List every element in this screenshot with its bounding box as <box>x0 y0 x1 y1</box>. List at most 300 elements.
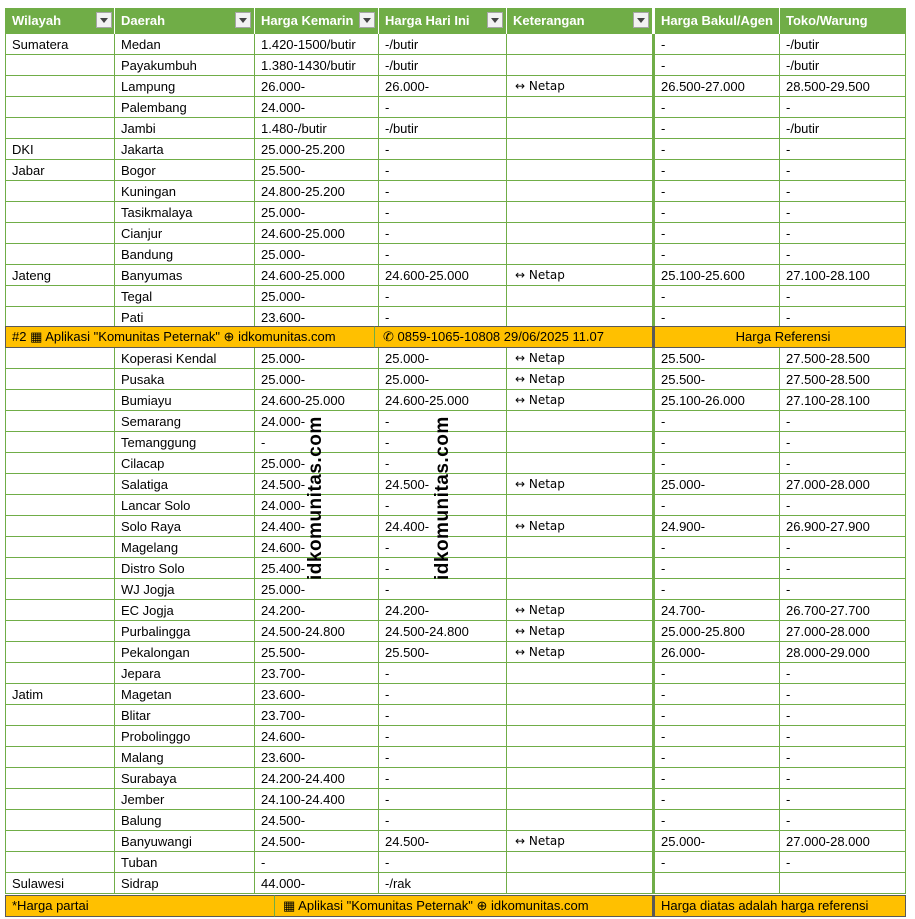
toko-cell[interactable]: - <box>780 432 906 453</box>
daerah-cell[interactable]: Magelang <box>115 537 255 558</box>
harga-bakul-cell[interactable]: - <box>655 789 780 810</box>
toko-cell[interactable]: - <box>780 202 906 223</box>
harga-hari-ini-cell[interactable]: - <box>379 411 507 432</box>
daerah-cell[interactable]: Pati <box>115 307 255 328</box>
keterangan-cell[interactable]: ↔ Netap <box>507 76 655 97</box>
toko-cell[interactable]: - <box>780 705 906 726</box>
harga-kemarin-cell[interactable]: 44.000- <box>255 873 379 894</box>
harga-bakul-cell[interactable]: 25.500- <box>655 369 780 390</box>
daerah-cell[interactable]: Malang <box>115 747 255 768</box>
toko-cell[interactable]: 27.000-28.000 <box>780 474 906 495</box>
harga-bakul-cell[interactable]: - <box>655 768 780 789</box>
harga-bakul-cell[interactable]: 24.700- <box>655 600 780 621</box>
daerah-cell[interactable]: Distro Solo <box>115 558 255 579</box>
harga-kemarin-cell[interactable]: 24.500-24.800 <box>255 621 379 642</box>
wilayah-cell[interactable] <box>5 369 115 390</box>
toko-cell[interactable]: - <box>780 160 906 181</box>
harga-bakul-cell[interactable]: 25.000-25.800 <box>655 621 780 642</box>
filter-dropdown-icon[interactable] <box>359 12 375 28</box>
daerah-cell[interactable]: Jember <box>115 789 255 810</box>
harga-hari-ini-cell[interactable]: -/butir <box>379 34 507 55</box>
harga-kemarin-cell[interactable]: 25.000- <box>255 286 379 307</box>
keterangan-cell[interactable] <box>507 873 655 894</box>
harga-kemarin-cell[interactable]: 24.600-25.000 <box>255 223 379 244</box>
toko-cell[interactable] <box>780 873 906 894</box>
wilayah-cell[interactable] <box>5 705 115 726</box>
wilayah-cell[interactable] <box>5 76 115 97</box>
wilayah-cell[interactable] <box>5 348 115 369</box>
harga-kemarin-cell[interactable]: 24.500- <box>255 810 379 831</box>
keterangan-cell[interactable] <box>507 97 655 118</box>
daerah-cell[interactable]: Jambi <box>115 118 255 139</box>
keterangan-cell[interactable]: ↔ Netap <box>507 474 655 495</box>
harga-bakul-cell[interactable]: - <box>655 579 780 600</box>
toko-cell[interactable]: - <box>780 223 906 244</box>
wilayah-cell[interactable] <box>5 411 115 432</box>
harga-bakul-cell[interactable]: - <box>655 663 780 684</box>
toko-cell[interactable]: -/butir <box>780 34 906 55</box>
toko-cell[interactable]: 28.500-29.500 <box>780 76 906 97</box>
keterangan-cell[interactable]: ↔ Netap <box>507 390 655 411</box>
toko-cell[interactable]: 26.900-27.900 <box>780 516 906 537</box>
toko-cell[interactable]: - <box>780 663 906 684</box>
keterangan-cell[interactable] <box>507 726 655 747</box>
wilayah-cell[interactable] <box>5 621 115 642</box>
daerah-cell[interactable]: Sidrap <box>115 873 255 894</box>
toko-cell[interactable]: 27.500-28.500 <box>780 348 906 369</box>
wilayah-cell[interactable] <box>5 474 115 495</box>
footer-band <box>0 895 915 917</box>
keterangan-cell[interactable] <box>507 495 655 516</box>
harga-hari-ini-cell[interactable]: 24.400- <box>379 516 507 537</box>
toko-cell[interactable]: - <box>780 286 906 307</box>
harga-hari-ini-cell[interactable]: - <box>379 810 507 831</box>
toko-cell[interactable]: 26.700-27.700 <box>780 600 906 621</box>
wilayah-cell[interactable] <box>5 516 115 537</box>
keterangan-cell[interactable] <box>507 747 655 768</box>
harga-bakul-cell[interactable]: - <box>655 558 780 579</box>
wilayah-cell[interactable] <box>5 286 115 307</box>
harga-hari-ini-cell[interactable]: - <box>379 768 507 789</box>
harga-hari-ini-cell[interactable]: -/rak <box>379 873 507 894</box>
keterangan-cell[interactable] <box>507 663 655 684</box>
harga-bakul-cell[interactable]: - <box>655 453 780 474</box>
harga-kemarin-cell[interactable]: 25.000- <box>255 369 379 390</box>
keterangan-cell[interactable] <box>507 55 655 76</box>
daerah-cell[interactable]: Jakarta <box>115 139 255 160</box>
toko-cell[interactable]: - <box>780 747 906 768</box>
harga-bakul-cell[interactable]: - <box>655 705 780 726</box>
toko-cell[interactable]: 27.000-28.000 <box>780 831 906 852</box>
keterangan-cell[interactable] <box>507 558 655 579</box>
harga-bakul-cell[interactable]: - <box>655 307 780 328</box>
keterangan-cell[interactable] <box>507 34 655 55</box>
header-harga-bakul[interactable]: Harga Bakul/Agen <box>655 8 780 34</box>
keterangan-cell[interactable]: ↔ Netap <box>507 265 655 286</box>
toko-cell[interactable]: -/butir <box>780 118 906 139</box>
keterangan-cell[interactable]: ↔ Netap <box>507 831 655 852</box>
harga-hari-ini-cell[interactable]: 24.500- <box>379 831 507 852</box>
harga-bakul-cell[interactable]: - <box>655 684 780 705</box>
harga-kemarin-cell[interactable]: 24.100-24.400 <box>255 789 379 810</box>
harga-kemarin-cell[interactable]: 24.500- <box>255 474 379 495</box>
harga-kemarin-cell[interactable]: 24.600- <box>255 726 379 747</box>
harga-hari-ini-cell[interactable]: - <box>379 663 507 684</box>
harga-bakul-cell[interactable] <box>655 873 780 894</box>
toko-cell[interactable]: - <box>780 768 906 789</box>
harga-kemarin-cell[interactable]: 25.500- <box>255 160 379 181</box>
harga-hari-ini-cell[interactable]: - <box>379 223 507 244</box>
harga-kemarin-cell[interactable]: 25.000-25.200 <box>255 139 379 160</box>
daerah-cell[interactable]: Blitar <box>115 705 255 726</box>
toko-cell[interactable]: - <box>780 495 906 516</box>
harga-kemarin-cell[interactable]: 23.700- <box>255 663 379 684</box>
wilayah-cell[interactable] <box>5 810 115 831</box>
daerah-cell[interactable]: Purbalingga <box>115 621 255 642</box>
keterangan-cell[interactable] <box>507 181 655 202</box>
toko-cell[interactable]: - <box>780 244 906 265</box>
keterangan-cell[interactable] <box>507 139 655 160</box>
table-row <box>0 684 915 705</box>
header-wilayah[interactable]: Wilayah <box>5 8 115 34</box>
harga-bakul-cell[interactable]: 25.000- <box>655 474 780 495</box>
harga-bakul-cell[interactable]: - <box>655 139 780 160</box>
keterangan-cell[interactable] <box>507 537 655 558</box>
daerah-cell[interactable]: Medan <box>115 34 255 55</box>
wilayah-cell[interactable] <box>5 495 115 516</box>
wilayah-cell[interactable] <box>5 789 115 810</box>
harga-kemarin-cell[interactable]: 24.000- <box>255 97 379 118</box>
harga-hari-ini-cell[interactable]: - <box>379 789 507 810</box>
wilayah-cell[interactable]: Jatim <box>5 684 115 705</box>
keterangan-cell[interactable]: ↔ Netap <box>507 516 655 537</box>
keterangan-cell[interactable] <box>507 684 655 705</box>
harga-kemarin-cell[interactable]: 24.000- <box>255 495 379 516</box>
keterangan-cell[interactable]: ↔ Netap <box>507 369 655 390</box>
filter-dropdown-icon[interactable] <box>235 12 251 28</box>
harga-hari-ini-cell[interactable]: - <box>379 705 507 726</box>
harga-bakul-cell[interactable]: - <box>655 244 780 265</box>
keterangan-cell[interactable] <box>507 223 655 244</box>
harga-bakul-cell[interactable]: - <box>655 97 780 118</box>
wilayah-cell[interactable] <box>5 768 115 789</box>
daerah-cell[interactable]: Magetan <box>115 684 255 705</box>
harga-kemarin-cell[interactable]: 23.600- <box>255 307 379 328</box>
toko-cell[interactable]: - <box>780 97 906 118</box>
header-row <box>0 8 915 34</box>
toko-cell[interactable]: 27.500-28.500 <box>780 369 906 390</box>
daerah-cell[interactable]: Bogor <box>115 160 255 181</box>
harga-hari-ini-cell[interactable]: - <box>379 453 507 474</box>
keterangan-cell[interactable] <box>507 768 655 789</box>
harga-kemarin-cell[interactable]: 26.000- <box>255 76 379 97</box>
harga-hari-ini-cell[interactable]: 25.000- <box>379 369 507 390</box>
keterangan-cell[interactable] <box>507 789 655 810</box>
toko-cell[interactable]: - <box>780 579 906 600</box>
keterangan-cell[interactable]: ↔ Netap <box>507 600 655 621</box>
daerah-cell[interactable]: Bumiayu <box>115 390 255 411</box>
keterangan-cell[interactable]: ↔ Netap <box>507 642 655 663</box>
harga-bakul-cell[interactable]: - <box>655 411 780 432</box>
wilayah-cell[interactable] <box>5 118 115 139</box>
daerah-cell[interactable]: Koperasi Kendal <box>115 348 255 369</box>
harga-kemarin-cell[interactable]: 24.600- <box>255 537 379 558</box>
toko-cell[interactable]: - <box>780 537 906 558</box>
harga-kemarin-cell[interactable]: 24.600-25.000 <box>255 390 379 411</box>
wilayah-cell[interactable] <box>5 307 115 328</box>
keterangan-cell[interactable] <box>507 307 655 328</box>
harga-hari-ini-cell[interactable]: - <box>379 537 507 558</box>
toko-cell[interactable]: - <box>780 789 906 810</box>
daerah-cell[interactable]: Pekalongan <box>115 642 255 663</box>
harga-bakul-cell[interactable]: 25.100-26.000 <box>655 390 780 411</box>
harga-kemarin-cell[interactable]: - <box>255 432 379 453</box>
toko-cell[interactable]: - <box>780 726 906 747</box>
harga-bakul-cell[interactable]: - <box>655 202 780 223</box>
keterangan-cell[interactable] <box>507 411 655 432</box>
wilayah-cell[interactable] <box>5 663 115 684</box>
harga-hari-ini-cell[interactable]: - <box>379 579 507 600</box>
toko-cell[interactable]: 27.000-28.000 <box>780 621 906 642</box>
daerah-cell[interactable]: EC Jogja <box>115 600 255 621</box>
harga-bakul-cell[interactable]: - <box>655 747 780 768</box>
toko-cell[interactable]: 27.100-28.100 <box>780 390 906 411</box>
wilayah-cell[interactable] <box>5 181 115 202</box>
daerah-cell[interactable]: Surabaya <box>115 768 255 789</box>
harga-kemarin-cell[interactable]: 24.500- <box>255 831 379 852</box>
harga-kemarin-cell[interactable]: 1.480-/butir <box>255 118 379 139</box>
header-daerah[interactable]: Daerah <box>115 8 255 34</box>
wilayah-cell[interactable] <box>5 390 115 411</box>
harga-kemarin-cell[interactable]: 1.380-1430/butir <box>255 55 379 76</box>
harga-bakul-cell[interactable]: 26.000- <box>655 642 780 663</box>
daerah-cell[interactable]: Payakumbuh <box>115 55 255 76</box>
harga-hari-ini-cell[interactable]: - <box>379 726 507 747</box>
harga-hari-ini-cell[interactable]: - <box>379 181 507 202</box>
toko-cell[interactable]: - <box>780 411 906 432</box>
harga-hari-ini-cell[interactable]: 24.500- <box>379 474 507 495</box>
harga-bakul-cell[interactable]: 25.500- <box>655 348 780 369</box>
harga-bakul-cell[interactable]: - <box>655 160 780 181</box>
harga-hari-ini-cell[interactable]: - <box>379 558 507 579</box>
harga-kemarin-cell[interactable]: 25.500- <box>255 642 379 663</box>
wilayah-cell[interactable] <box>5 579 115 600</box>
daerah-cell[interactable]: Temanggung <box>115 432 255 453</box>
harga-kemarin-cell[interactable]: 24.200- <box>255 600 379 621</box>
table-row <box>0 307 915 328</box>
harga-hari-ini-cell[interactable]: -/butir <box>379 55 507 76</box>
harga-kemarin-cell[interactable]: 25.000- <box>255 453 379 474</box>
filter-dropdown-icon[interactable] <box>487 12 503 28</box>
harga-hari-ini-cell[interactable]: - <box>379 97 507 118</box>
toko-cell[interactable]: - <box>780 810 906 831</box>
harga-hari-ini-cell[interactable]: - <box>379 432 507 453</box>
harga-bakul-cell[interactable]: - <box>655 537 780 558</box>
daerah-cell[interactable]: WJ Jogja <box>115 579 255 600</box>
wilayah-cell[interactable] <box>5 223 115 244</box>
daerah-cell[interactable]: Lancar Solo <box>115 495 255 516</box>
wilayah-cell[interactable] <box>5 600 115 621</box>
harga-kemarin-cell[interactable]: 25.000- <box>255 348 379 369</box>
harga-hari-ini-cell[interactable]: - <box>379 747 507 768</box>
harga-kemarin-cell[interactable]: 25.000- <box>255 579 379 600</box>
harga-bakul-cell[interactable]: - <box>655 181 780 202</box>
harga-hari-ini-cell[interactable]: - <box>379 160 507 181</box>
harga-kemarin-cell[interactable]: - <box>255 852 379 873</box>
harga-hari-ini-cell[interactable]: - <box>379 139 507 160</box>
harga-kemarin-cell[interactable]: 24.400- <box>255 516 379 537</box>
harga-hari-ini-cell[interactable]: - <box>379 307 507 328</box>
harga-bakul-cell[interactable]: - <box>655 34 780 55</box>
harga-bakul-cell[interactable]: - <box>655 432 780 453</box>
harga-bakul-cell[interactable]: - <box>655 286 780 307</box>
harga-kemarin-cell[interactable]: 24.200-24.400 <box>255 768 379 789</box>
daerah-cell[interactable]: Semarang <box>115 411 255 432</box>
harga-bakul-cell[interactable]: - <box>655 55 780 76</box>
header-harga-hari-ini[interactable]: Harga Hari Ini <box>379 8 507 34</box>
wilayah-cell[interactable] <box>5 55 115 76</box>
daerah-cell[interactable]: Palembang <box>115 97 255 118</box>
harga-hari-ini-cell[interactable]: - <box>379 244 507 265</box>
keterangan-cell[interactable] <box>507 202 655 223</box>
daerah-cell[interactable]: Cilacap <box>115 453 255 474</box>
toko-cell[interactable]: 27.100-28.100 <box>780 265 906 286</box>
harga-kemarin-cell[interactable]: 24.600-25.000 <box>255 265 379 286</box>
header-harga-kemarin[interactable]: Harga Kemarin <box>255 8 379 34</box>
wilayah-cell[interactable] <box>5 244 115 265</box>
toko-cell[interactable]: - <box>780 453 906 474</box>
wilayah-cell[interactable] <box>5 831 115 852</box>
harga-kemarin-cell[interactable]: 23.600- <box>255 747 379 768</box>
wilayah-cell[interactable]: Jateng <box>5 265 115 286</box>
harga-kemarin-cell[interactable]: 24.800-25.200 <box>255 181 379 202</box>
wilayah-cell[interactable] <box>5 97 115 118</box>
keterangan-cell[interactable]: ↔ Netap <box>507 348 655 369</box>
wilayah-cell[interactable] <box>5 537 115 558</box>
daerah-cell[interactable]: Tegal <box>115 286 255 307</box>
harga-bakul-cell[interactable]: 26.500-27.000 <box>655 76 780 97</box>
harga-bakul-cell[interactable]: - <box>655 852 780 873</box>
daerah-cell[interactable]: Salatiga <box>115 474 255 495</box>
harga-hari-ini-cell[interactable]: 25.500- <box>379 642 507 663</box>
daerah-cell[interactable]: Pusaka <box>115 369 255 390</box>
harga-bakul-cell[interactable]: 25.100-25.600 <box>655 265 780 286</box>
harga-kemarin-cell[interactable]: 1.420-1500/butir <box>255 34 379 55</box>
harga-kemarin-cell[interactable]: 23.600- <box>255 684 379 705</box>
harga-hari-ini-cell[interactable]: 24.500-24.800 <box>379 621 507 642</box>
table-row <box>0 55 915 76</box>
toko-cell[interactable]: - <box>780 139 906 160</box>
keterangan-cell[interactable] <box>507 705 655 726</box>
wilayah-cell[interactable] <box>5 432 115 453</box>
keterangan-cell[interactable] <box>507 244 655 265</box>
harga-bakul-cell[interactable]: 24.900- <box>655 516 780 537</box>
toko-cell[interactable]: 28.000-29.000 <box>780 642 906 663</box>
harga-hari-ini-cell[interactable]: 26.000- <box>379 76 507 97</box>
wilayah-cell[interactable] <box>5 726 115 747</box>
header-toko[interactable]: Toko/Warung <box>780 8 906 34</box>
keterangan-cell[interactable] <box>507 852 655 873</box>
wilayah-cell[interactable] <box>5 852 115 873</box>
harga-kemarin-cell[interactable]: 25.400- <box>255 558 379 579</box>
harga-bakul-cell[interactable]: 25.000- <box>655 831 780 852</box>
header-keterangan[interactable]: Keterangan <box>507 8 655 34</box>
keterangan-cell[interactable] <box>507 160 655 181</box>
daerah-cell[interactable]: Banyuwangi <box>115 831 255 852</box>
harga-kemarin-cell[interactable]: 25.000- <box>255 244 379 265</box>
daerah-cell[interactable]: Solo Raya <box>115 516 255 537</box>
daerah-cell[interactable]: Jepara <box>115 663 255 684</box>
wilayah-cell[interactable]: Jabar <box>5 160 115 181</box>
harga-kemarin-cell[interactable]: 23.700- <box>255 705 379 726</box>
keterangan-cell[interactable] <box>507 286 655 307</box>
table-row <box>0 265 915 286</box>
daerah-cell[interactable]: Lampung <box>115 76 255 97</box>
toko-cell[interactable]: - <box>780 852 906 873</box>
harga-hari-ini-cell[interactable]: - <box>379 684 507 705</box>
toko-cell[interactable]: - <box>780 558 906 579</box>
daerah-cell[interactable]: Probolinggo <box>115 726 255 747</box>
wilayah-cell[interactable] <box>5 747 115 768</box>
harga-bakul-cell[interactable]: - <box>655 495 780 516</box>
wilayah-cell[interactable]: Sulawesi <box>5 873 115 894</box>
wilayah-cell[interactable] <box>5 202 115 223</box>
daerah-cell[interactable]: Bandung <box>115 244 255 265</box>
harga-hari-ini-cell[interactable]: -/butir <box>379 118 507 139</box>
harga-hari-ini-cell[interactable]: 25.000- <box>379 348 507 369</box>
filter-dropdown-icon[interactable] <box>96 12 112 28</box>
keterangan-cell[interactable] <box>507 453 655 474</box>
table-row <box>0 223 915 244</box>
filter-dropdown-icon[interactable] <box>633 12 649 28</box>
wilayah-cell[interactable] <box>5 453 115 474</box>
daerah-cell[interactable]: Cianjur <box>115 223 255 244</box>
toko-cell[interactable]: - <box>780 684 906 705</box>
harga-hari-ini-cell[interactable]: - <box>379 852 507 873</box>
harga-hari-ini-cell[interactable]: 24.600-25.000 <box>379 265 507 286</box>
daerah-cell[interactable]: Tasikmalaya <box>115 202 255 223</box>
harga-kemarin-cell[interactable]: 24.000- <box>255 411 379 432</box>
daerah-cell[interactable]: Balung <box>115 810 255 831</box>
daerah-cell[interactable]: Tuban <box>115 852 255 873</box>
keterangan-cell[interactable] <box>507 810 655 831</box>
wilayah-cell[interactable] <box>5 558 115 579</box>
harga-kemarin-cell[interactable]: 25.000- <box>255 202 379 223</box>
harga-hari-ini-cell[interactable]: - <box>379 202 507 223</box>
harga-hari-ini-cell[interactable]: 24.600-25.000 <box>379 390 507 411</box>
wilayah-cell[interactable]: Sumatera <box>5 34 115 55</box>
wilayah-cell[interactable]: DKI <box>5 139 115 160</box>
harga-bakul-cell[interactable]: - <box>655 810 780 831</box>
keterangan-cell[interactable] <box>507 579 655 600</box>
harga-bakul-cell[interactable]: - <box>655 223 780 244</box>
harga-hari-ini-cell[interactable]: 24.200- <box>379 600 507 621</box>
toko-cell[interactable]: - <box>780 181 906 202</box>
harga-hari-ini-cell[interactable]: - <box>379 286 507 307</box>
daerah-cell[interactable]: Banyumas <box>115 265 255 286</box>
toko-cell[interactable]: -/butir <box>780 55 906 76</box>
table-row <box>0 516 915 537</box>
wilayah-cell[interactable] <box>5 642 115 663</box>
harga-hari-ini-cell[interactable]: - <box>379 495 507 516</box>
toko-cell[interactable]: - <box>780 307 906 328</box>
keterangan-cell[interactable]: ↔ Netap <box>507 621 655 642</box>
harga-bakul-cell[interactable]: - <box>655 118 780 139</box>
keterangan-cell[interactable] <box>507 118 655 139</box>
daerah-cell[interactable]: Kuningan <box>115 181 255 202</box>
keterangan-cell[interactable] <box>507 432 655 453</box>
harga-bakul-cell[interactable]: - <box>655 726 780 747</box>
